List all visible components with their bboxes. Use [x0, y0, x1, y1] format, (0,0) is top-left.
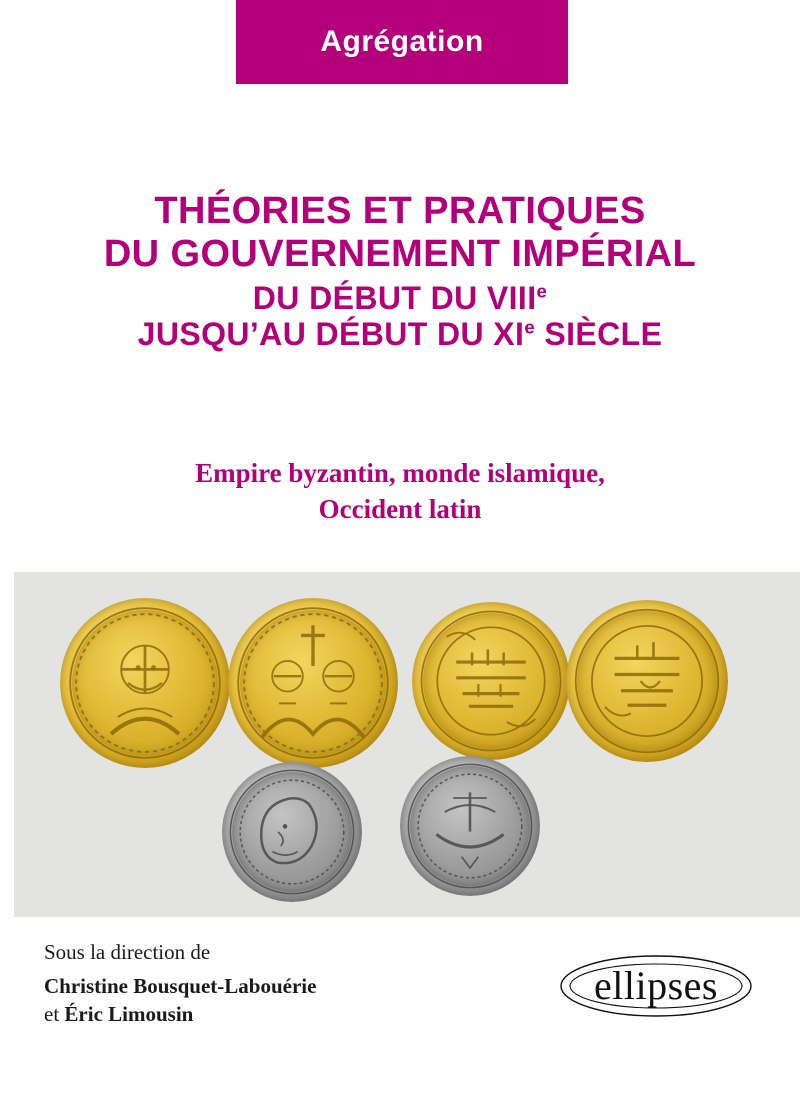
subtitle-line-2: Occident latin [318, 494, 482, 525]
title-line-3-text: DU DÉBUT DU VIII [252, 279, 537, 316]
title-line-4-tail: SIÈCLE [535, 316, 663, 353]
coin-gold-christ [60, 598, 230, 768]
illustration-left-margin [0, 572, 14, 917]
credits [44, 940, 316, 1029]
title-line-4 [0, 316, 800, 352]
title-line-1: THÉORIES ET PRATIQUES [154, 190, 646, 232]
collection-banner [236, 0, 568, 84]
title-line-3-ordinal: e [536, 280, 548, 302]
publisher-name: ellipses [594, 963, 718, 1008]
subtitle-line-1: Empire byzantin, monde islamique, [195, 458, 605, 488]
title-line-3 [0, 280, 800, 316]
coin-gold-emperors [228, 598, 398, 768]
editor-name-2-text: Éric Limousin [64, 1002, 194, 1027]
subtitle [0, 455, 800, 528]
title-line-4-text: JUSQU’AU DÉBUT DU XI [137, 316, 525, 353]
title-line-2: DU GOUVERNEMENT IMPÉRIAL [103, 232, 697, 275]
direction-label: Sous la direction de [44, 940, 211, 964]
page-title [0, 190, 800, 352]
editor-name-1: Christine Bousquet-Labouérie [44, 974, 317, 998]
coin-gold-kufic-right [566, 600, 728, 762]
coin-silver-karolus [222, 762, 362, 902]
editor-name-2 [44, 1000, 316, 1028]
publisher-logo [556, 940, 756, 1032]
title-line-4-ordinal: e [524, 316, 536, 338]
coin-silver-ship [400, 756, 540, 896]
coin-gold-kufic-left [412, 602, 570, 760]
editor-conjunction: et [44, 1002, 65, 1027]
collection-label: Agrégation [320, 25, 484, 58]
cover-illustration [0, 572, 800, 917]
